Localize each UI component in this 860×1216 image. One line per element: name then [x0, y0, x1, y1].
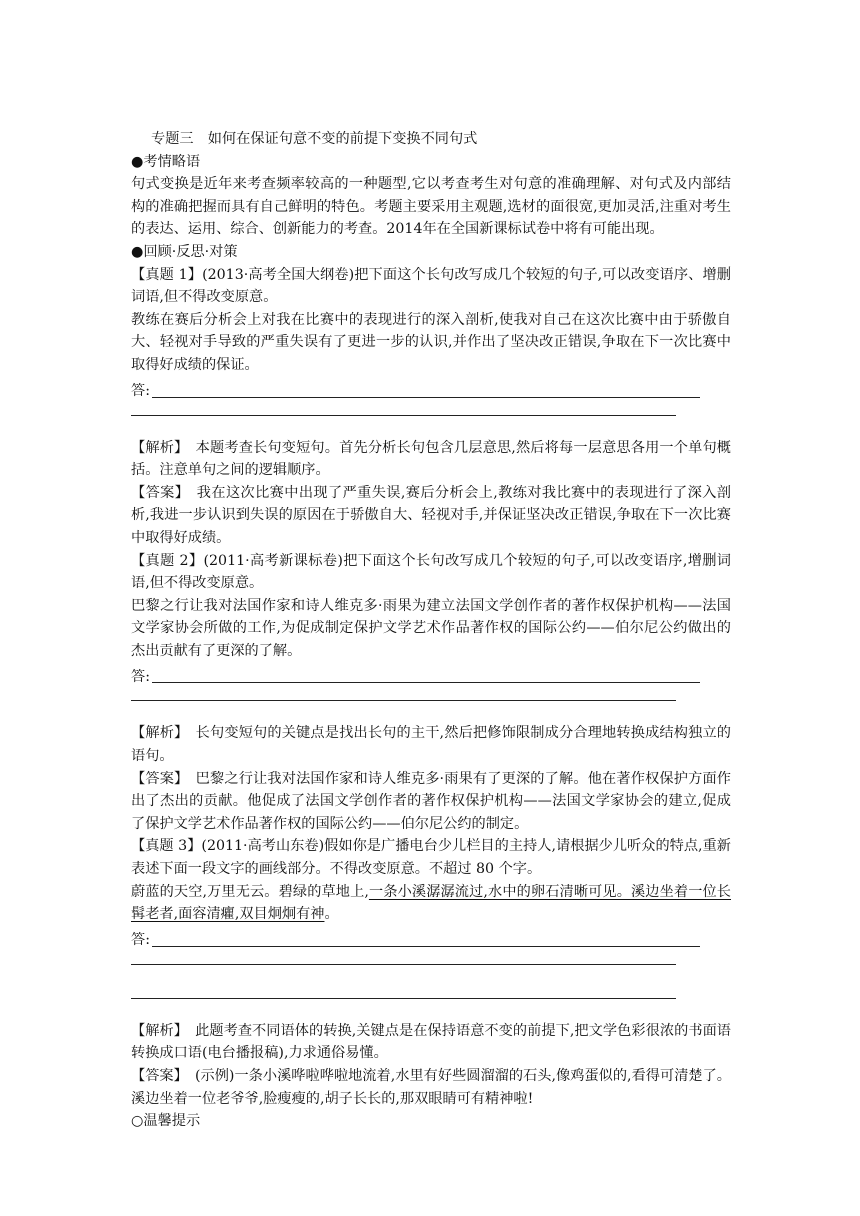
- question-3-passage: [131, 881, 731, 926]
- answer-underline: [152, 682, 700, 683]
- passage-plain-text: 蔚蓝的天空,万里无云。碧绿的草地上,: [131, 883, 369, 900]
- question-1-passage: 教练在赛后分析会上对我在比赛中的表现进行的深入剖析,使我对自己在这次比赛中由于骄傲自大、轻视对手导致的严重失误有了更进一步的认识,并作出了坚决改正错误,争取在下一次比赛中取得好成绩的保证。: [131, 311, 731, 373]
- key-label: 【答案】: [131, 770, 182, 787]
- passage-end-text: 。: [324, 906, 339, 923]
- analysis-label: 【解析】: [131, 439, 182, 456]
- answer-underline: [131, 415, 676, 416]
- key-label: 【答案】: [131, 484, 183, 501]
- answer-underline: [131, 700, 676, 701]
- question-3-prompt: [131, 835, 731, 880]
- key-label: 【答案】: [131, 1068, 181, 1084]
- question-1-key: [131, 482, 731, 550]
- question-3-analysis: [131, 1020, 731, 1065]
- key-text: 我在这次比赛中出现了严重失误,赛后分析会上,教练对我比赛中的表现进行了深入剖析,我进一步认识到失误的原因在于骄傲自大、轻视对手,并保证坚决改正错误,争取在下一次比赛中取得好成绩。: [131, 484, 731, 546]
- question-2-analysis: [131, 722, 731, 767]
- answer-underline: [152, 946, 700, 947]
- answer-label: 答:: [131, 668, 150, 685]
- tip-heading: ○温馨提示: [131, 1113, 201, 1130]
- question-1-label: 【真题 1】: [131, 266, 203, 283]
- question-3-answer-line[interactable]: [131, 926, 731, 952]
- section-heading-kaoqing: ●考情略语: [131, 153, 201, 170]
- section-heading-review: ●回顾·反思·对策: [131, 243, 238, 260]
- question-2-label: 【真题 2】: [131, 552, 204, 569]
- question-3-source: (2011·高考山东卷)假如你是广播电台少儿栏目的主持人,请根据少儿听众的特点,重新表述下面一段文字的画线部分。不得改变原意。不超过 80 个字。: [131, 838, 731, 878]
- answer-underline: [131, 964, 676, 965]
- question-3-label: 【真题 3】: [131, 838, 202, 855]
- question-3-key: [131, 1065, 731, 1110]
- question-2-prompt: [131, 550, 731, 595]
- answer-label: 答:: [131, 932, 150, 949]
- analysis-text: 长句变短句的关键点是找出长句的主干,然后把修饰限制成分合理地转换成结构独立的语句。: [131, 725, 731, 765]
- section-text-kaoqing: 句式变换是近年来考查频率较高的一种题型,它以考查考生对句意的准确理解、对句式及内部结构的准确把握而具有自己鲜明的特色。考题主要采用主观题,选材的面很宽,更加灵活,注重对考生的表达、运用、综合、创新能力的考查。2014年在全国新课标试卷中将有可能出现。: [131, 176, 731, 238]
- answer-underline: [152, 397, 700, 398]
- question-1-analysis: [131, 437, 731, 482]
- analysis-text: 此题考查不同语体的转换,关键点是在保持语意不变的前提下,把文学色彩很浓的书面语转换成口语(电台播报稿),力求通俗易懂。: [131, 1022, 731, 1062]
- document-page: [131, 128, 731, 1133]
- analysis-label: 【解析】: [131, 1022, 181, 1039]
- question-2-answer-line[interactable]: [131, 662, 731, 688]
- question-2-key: [131, 768, 731, 836]
- analysis-label: 【解析】: [131, 725, 182, 742]
- question-1-answer-line[interactable]: [131, 377, 731, 403]
- answer-underline: [131, 998, 676, 999]
- analysis-text: 本题考查长句变短句。首先分析长句包含几层意思,然后将每一层意思各用一个单句概括。注意单句之间的逻辑顺序。: [131, 439, 731, 479]
- question-1-source: (2013·高考全国大纲卷)把下面这个长句改写成几个较短的句子,可以改变语序、增删词语,但不得改变原意。: [131, 266, 731, 306]
- key-text: 巴黎之行让我对法国作家和诗人维克多·雨果有了更深的了解。他在著作权保护方面作出了杰出的贡献。他促成了法国文学创作者的著作权保护机构——法国文学家协会的建立,促成了保护文学艺术作品著作权的国际公约——伯尔尼公约的制定。: [131, 770, 731, 832]
- key-text: (示例)一条小溪哗啦哗啦地流着,水里有好些圆溜溜的石头,像鸡蛋似的,看得可清楚了。溪边坐着一位老爷爷,脸瘦瘦的,胡子长长的,那双眼睛可有精神啦!: [131, 1068, 731, 1107]
- passage-underlined-text: 一条小溪潺潺流过,水中的卵石清晰可见。溪边坐着一位长髯老者,面容清癯,双目炯炯有神: [131, 883, 731, 923]
- question-2-source: (2011·高考新课标卷)把下面这个长句改写成几个较短的句子,可以改变语序,增删词语,但不得改变原意。: [131, 552, 731, 592]
- question-2-passage: 巴黎之行让我对法国作家和诗人维克多·雨果为建立法国文学创作者的著作权保护机构——法国文学家协会所做的工作,为促成制定保护文学艺术作品著作权的国际公约——伯尔尼公约做出的杰出贡献有了更深的了解。: [131, 597, 731, 659]
- answer-label: 答:: [131, 382, 150, 399]
- question-1-prompt: [131, 264, 731, 309]
- page-title: 专题三 如何在保证句意不变的前提下变换不同句式: [151, 131, 478, 147]
